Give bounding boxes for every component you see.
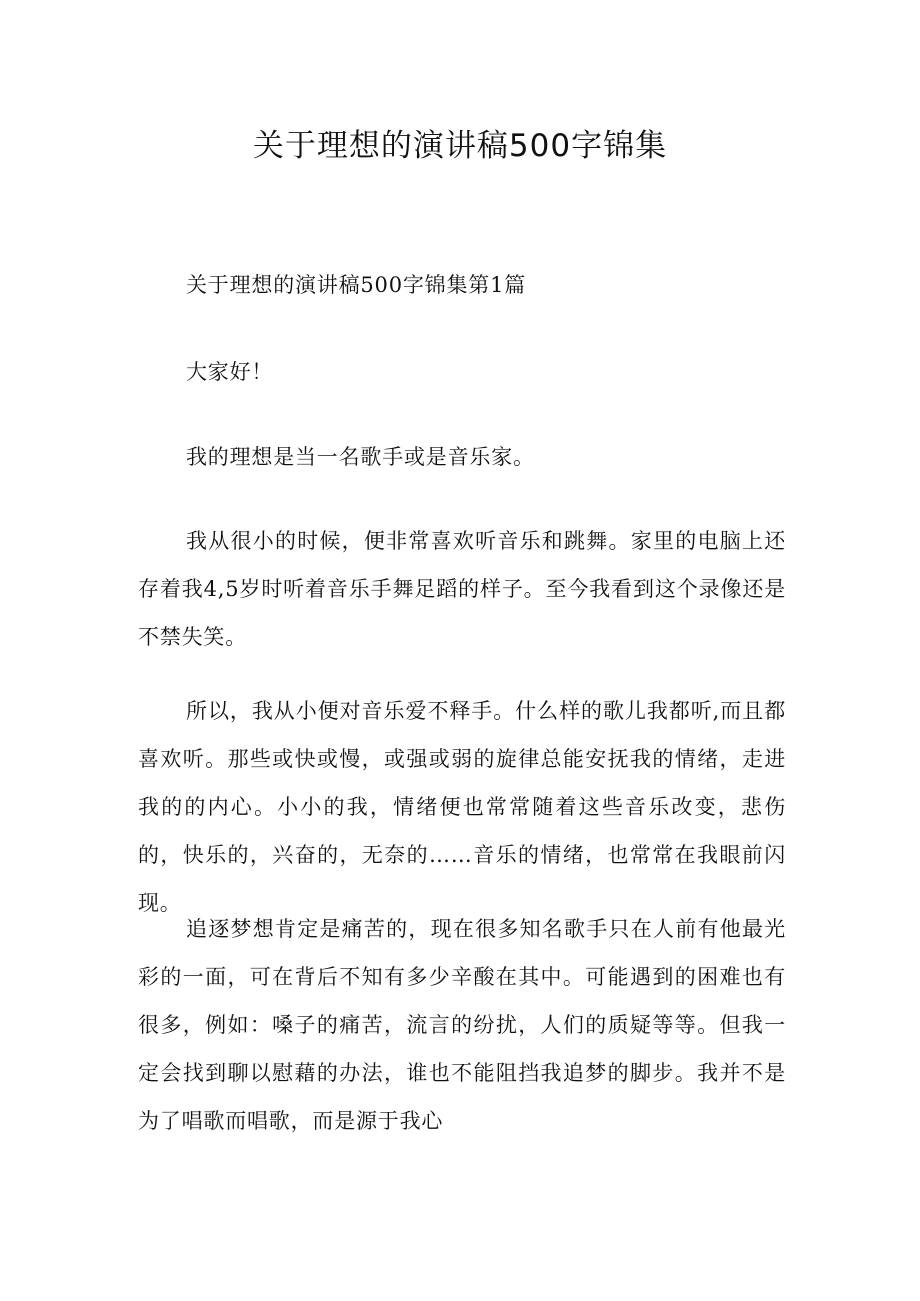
section-heading: 关于理想的演讲稿500字锦集第1篇 (186, 273, 527, 297)
body-paragraph: 所以，我从小便对音乐爱不释手。什么样的歌儿我都听,而且都喜欢听。那些或快或慢，或强或弱的旋律总能安抚我的情绪，走进我的的内心。小小的我，情绪便也常常随着这些音乐改变，悲伤的，快乐的，兴奋的，无奈的……音乐的情绪，也常常在我眼前闪现。 (138, 699, 786, 915)
body-paragraph: 我的理想是当一名歌手或是音乐家。 (186, 445, 535, 469)
document-title: 关于理想的演讲稿500字锦集 (252, 128, 668, 164)
body-paragraph: 追逐梦想肯定是痛苦的，现在很多知名歌手只在人前有他最光彩的一面，可在背后不知有多少辛酸在其中。可能遇到的困难也有很多，例如：嗓子的痛苦，流言的纷扰，人们的质疑等等。但我一定会找到聊以慰藉的办法，谁也不能阻挡我追梦的脚步。我并不是为了唱歌而唱歌，而是源于我心 (138, 917, 786, 1133)
greeting-paragraph: 大家好！ (186, 360, 274, 384)
body-paragraph: 我从很小的时候，便非常喜欢听音乐和跳舞。家里的电脑上还存着我4,5岁时听着音乐手舞足蹈的样子。至今我看到这个录像还是不禁失笑。 (138, 529, 786, 649)
